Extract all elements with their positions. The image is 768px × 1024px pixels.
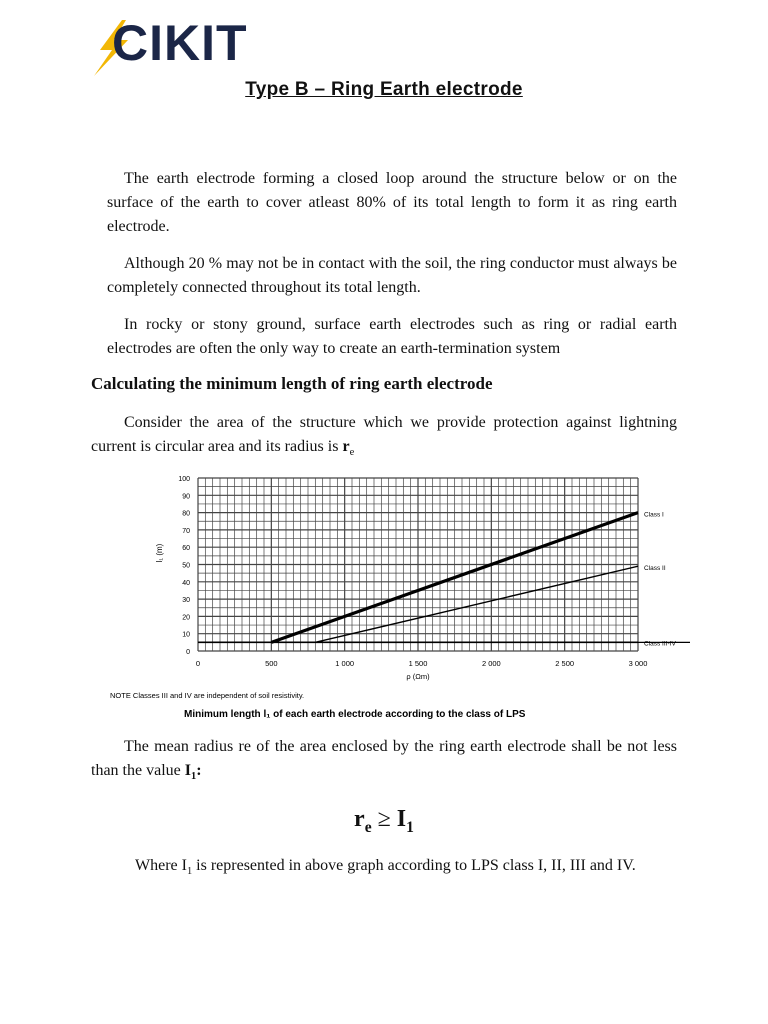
x-tick-label: 2 500 xyxy=(555,659,575,668)
paragraph-mean-radius: The mean radius re of the area enclosed by the ring earth electrode shall be not less than the value $I_1$: xyxy=(91,738,677,783)
y-tick-label: 0 xyxy=(186,649,190,656)
formula: $r_e \ge I_1$ xyxy=(354,806,414,836)
paragraph-where: Where $I_1$ is represented in above graph according to LPS class I, II, III and IV. xyxy=(135,857,636,878)
paragraph-2: Although 20 % may not be in contact with the soil, the ring conductor must always be completely connected throughout its total length. xyxy=(107,255,677,296)
y-tick-label: 100 xyxy=(178,476,190,483)
series-label: Class III-IV xyxy=(644,640,676,648)
x-tick-label: 0 xyxy=(195,659,201,668)
y-tick-label: 30 xyxy=(182,597,190,605)
length-chart xyxy=(110,468,714,723)
logo xyxy=(92,14,264,72)
paragraph-3: In rocky or stony ground, surface earth electrodes such as ring or radial earth electrodes are often the only way to create an earth-termination system xyxy=(107,316,677,357)
x-tick-label: 1 000 xyxy=(335,659,355,668)
page-title: Type B – Ring Earth electrode xyxy=(245,79,523,100)
y-tick-label: 60 xyxy=(182,545,190,553)
x-axis-label: ρ (Ωm) xyxy=(406,672,430,681)
x-tick-label: 1 500 xyxy=(408,659,428,668)
x-tick-label: 3 000 xyxy=(628,659,648,668)
chart-note: NOTE Classes III and IV are independent of soil resistivity. xyxy=(110,691,305,700)
chart-caption: Minimum length l₁ of each earth electrode according to the class of LPS xyxy=(184,709,526,720)
x-tick-label: 500 xyxy=(265,659,278,668)
y-tick-label: 40 xyxy=(182,579,190,587)
y-tick-label: 80 xyxy=(182,510,190,518)
y-axis-label: l₁ (m) xyxy=(155,543,164,563)
y-tick-label: 10 xyxy=(182,631,190,639)
x-tick-label: 2 000 xyxy=(481,659,501,668)
series-label: Class I xyxy=(644,511,664,519)
y-tick-label: 20 xyxy=(182,614,190,622)
logo-text: CIKIT xyxy=(112,15,248,71)
paragraph-1: The earth electrode forming a closed loop around the structure below or on the surface of the earth to cover atleast 80% of its total length to form it as ring earth electrode. xyxy=(107,170,677,235)
paragraph-consider: Consider the area of the structure which we provide protection against lightning current is circular area and its radius is $r_e$ xyxy=(91,414,677,459)
y-tick-label: 90 xyxy=(182,493,190,501)
series-label: Class II xyxy=(644,565,666,573)
section-heading: Calculating the minimum length of ring earth electrode xyxy=(91,374,493,393)
y-tick-label: 50 xyxy=(182,562,190,570)
y-tick-label: 70 xyxy=(182,527,190,535)
